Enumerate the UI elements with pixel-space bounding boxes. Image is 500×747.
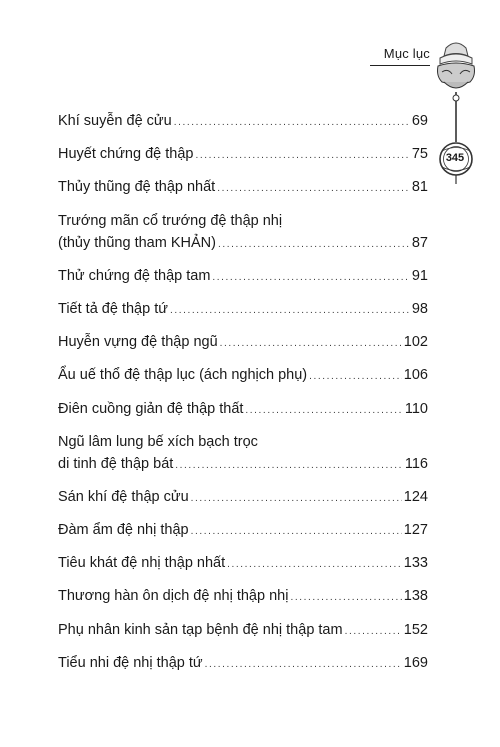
- dot-leader: [212, 267, 409, 289]
- running-header-title: Mục lục: [383, 46, 430, 61]
- toc-entry: [58, 298, 428, 322]
- toc-entry-page: 75: [411, 146, 428, 163]
- toc-entry-title: Sán khí đệ thập cửu: [58, 488, 189, 505]
- toc-entry-page: 133: [403, 555, 428, 572]
- toc-entry-title: Tiêu khát đệ nhị thập nhất: [58, 555, 226, 572]
- table-of-contents: [58, 110, 428, 685]
- toc-entry-title: Huyết chứng đệ thập: [58, 146, 194, 163]
- toc-entry-title: Huyễn vựng đệ thập ngũ: [58, 334, 218, 351]
- toc-entry-page: 116: [404, 455, 428, 472]
- toc-entry-title: (thủy thũng tham KHẢN): [58, 234, 216, 251]
- toc-entry: [58, 331, 428, 355]
- dot-leader: [195, 145, 409, 167]
- dot-leader: [205, 654, 402, 676]
- toc-entry: [58, 652, 428, 676]
- dot-leader: [191, 488, 402, 510]
- toc-entry: [58, 486, 428, 510]
- toc-entry-page: 124: [403, 488, 428, 505]
- dot-leader: [309, 366, 402, 388]
- toc-entry-page: 138: [403, 588, 428, 605]
- decorative-pendant-ornament-icon: [432, 38, 480, 198]
- toc-entry-page: 152: [403, 621, 428, 638]
- toc-entry: [58, 364, 428, 388]
- page-number: 345: [445, 152, 465, 164]
- dot-leader: [174, 112, 410, 134]
- toc-entry: [58, 519, 428, 543]
- toc-entry-title: Đàm ẩm đệ nhị thập: [58, 522, 189, 539]
- toc-entry-title: Tiểu nhi đệ nhị thập tứ: [58, 654, 203, 671]
- dot-leader: [290, 587, 401, 609]
- dot-leader: [227, 554, 402, 576]
- toc-entry-title: Thử chứng đệ thập tam: [58, 267, 211, 284]
- toc-entry-title: Khí suyễn đệ cửu: [58, 113, 172, 129]
- toc-entry: [58, 143, 428, 167]
- toc-entry-title: Ẩu uế thổ đệ thập lục (ách nghịch phụ): [58, 367, 308, 384]
- toc-entry-page: 127: [403, 522, 428, 539]
- toc-entry: [58, 176, 428, 200]
- dot-leader: [175, 455, 403, 477]
- header-rule: [370, 65, 430, 66]
- toc-entry-title: Tiết tả đệ thập tứ: [58, 300, 168, 317]
- toc-entry-page: 87: [411, 234, 428, 251]
- toc-entry-page: 169: [403, 654, 428, 671]
- toc-entry: [58, 585, 428, 609]
- toc-entry-title: Thủy thũng đệ thập nhất: [58, 179, 216, 196]
- toc-entry-page: 69: [411, 113, 428, 129]
- toc-entry-title-line: Trướng mãn cổ trướng đệ thập nhị: [58, 212, 283, 229]
- toc-entry-title: Phụ nhân kinh sản tạp bệnh đệ nhị thập tam: [58, 621, 343, 638]
- toc-entry: [58, 110, 428, 134]
- toc-entry-title: di tinh đệ thập bát: [58, 455, 174, 472]
- toc-entry-title: Điên cuồng giản đệ thập thất: [58, 400, 244, 417]
- dot-leader: [220, 333, 402, 355]
- toc-entry: [58, 431, 428, 477]
- dot-leader: [245, 400, 402, 422]
- dot-leader: [345, 621, 402, 643]
- toc-entry-page: 102: [403, 334, 428, 351]
- toc-entry-page: 106: [403, 367, 428, 384]
- dot-leader: [217, 178, 410, 200]
- toc-entry: [58, 398, 428, 422]
- toc-entry-title: Thương hàn ôn dịch đệ nhị thập nhị: [58, 588, 289, 605]
- toc-entry: [58, 265, 428, 289]
- toc-entry-title-line: Ngũ lâm lung bế xích bạch trọc: [58, 433, 258, 450]
- toc-entry: [58, 619, 428, 643]
- dot-leader: [191, 521, 402, 543]
- toc-entry-page: 98: [411, 300, 428, 317]
- dot-leader: [218, 234, 410, 256]
- dot-leader: [170, 300, 410, 322]
- toc-entry: [58, 210, 428, 256]
- toc-entry: [58, 552, 428, 576]
- toc-entry-page: 91: [411, 267, 428, 284]
- toc-entry-page: 110: [404, 400, 428, 417]
- toc-entry-page: 81: [411, 179, 428, 196]
